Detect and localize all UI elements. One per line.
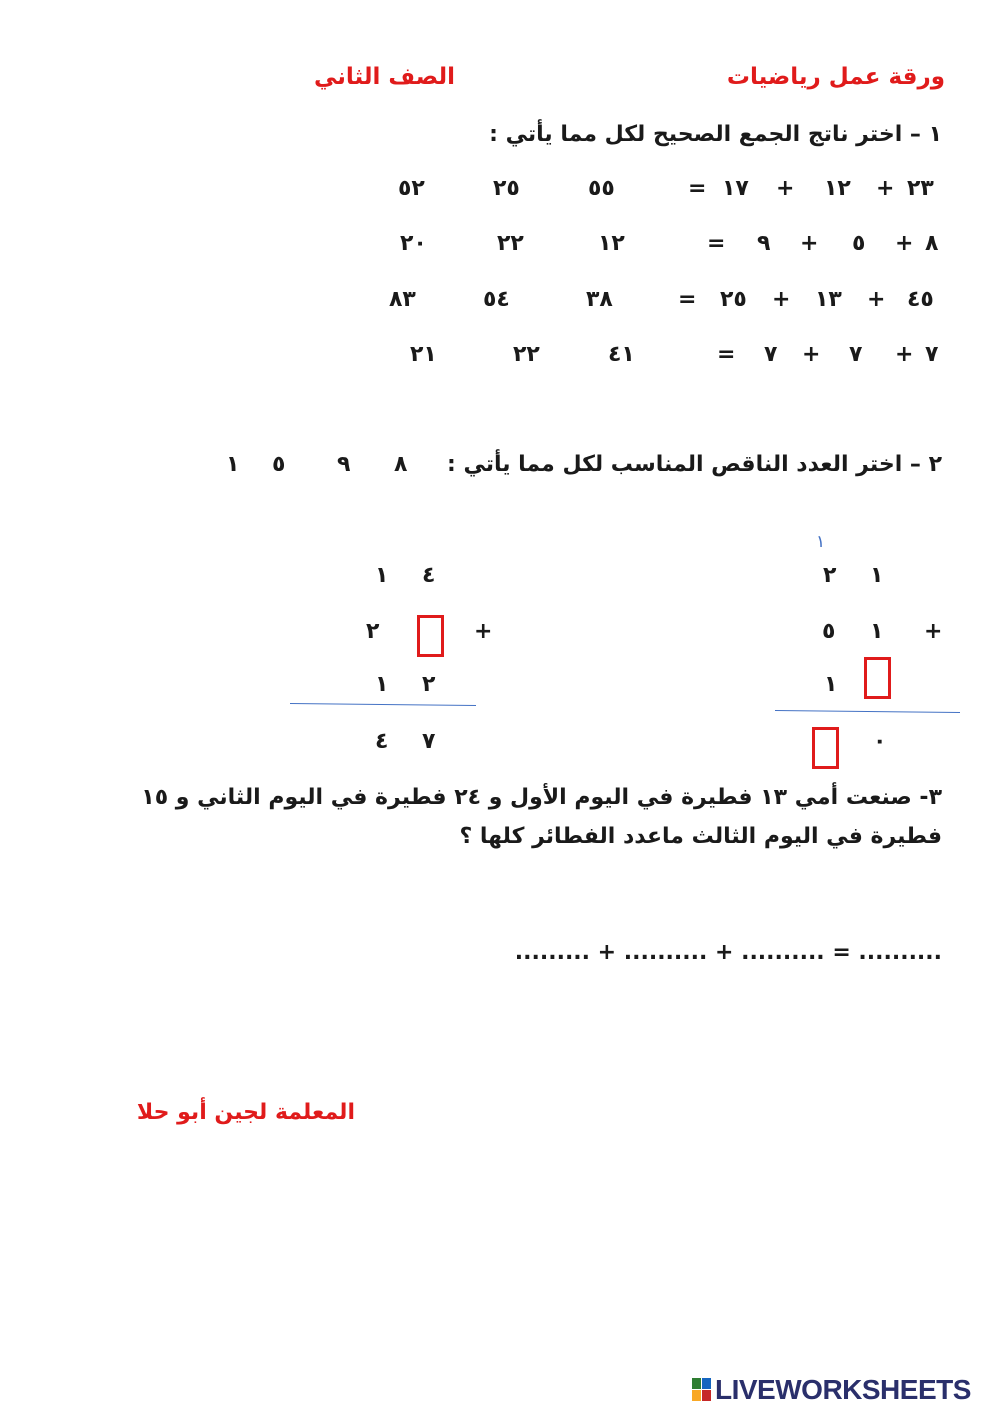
worksheet-title: ورقة عمل رياضيات	[726, 64, 945, 90]
digit: ١	[870, 563, 884, 588]
digit: ٢	[823, 563, 837, 588]
digit: ٢	[422, 672, 436, 697]
sum-line	[775, 710, 960, 713]
q1-row1-choice-1[interactable]: ٥٥	[588, 176, 615, 201]
digit: ٧	[422, 729, 436, 754]
grade-label: الصف الثاني	[313, 64, 455, 90]
q1-row1-choice-3[interactable]: ٥٢	[398, 176, 425, 201]
q1-row4-b: ٧	[849, 342, 863, 367]
q1-row2-b: ٥	[852, 231, 866, 256]
q1-row4-choice-3[interactable]: ٢١	[410, 342, 437, 367]
digit: ٤	[375, 729, 389, 754]
brand-text: LIVEWORKSHEETS	[715, 1374, 971, 1405]
plus-sign: +	[895, 231, 914, 256]
q1-row2-choice-1[interactable]: ١٢	[598, 231, 625, 256]
plus-sign: +	[772, 287, 791, 312]
plus-sign: +	[924, 619, 943, 644]
plus-sign: +	[776, 176, 795, 201]
q1-row4-c: ٧	[764, 342, 778, 367]
q1-row2-choice-2[interactable]: ٢٢	[497, 231, 524, 256]
plus-sign: +	[895, 342, 914, 367]
q1-row1-a: ٢٣	[907, 176, 934, 201]
q3-text-line-2: فطيرة في اليوم الثالث ماعدد الفطائر كلها ؟	[459, 824, 942, 849]
q2-option-3[interactable]: ٥	[272, 452, 286, 477]
q1-row3-choice-1[interactable]: ٣٨	[586, 287, 613, 312]
q1-row2-choice-3[interactable]: ٢٠	[400, 231, 427, 256]
q1-row1-choice-2[interactable]: ٢٥	[493, 176, 520, 201]
digit: ٢	[366, 619, 380, 644]
digit: ١	[375, 672, 389, 697]
q1-row2-c: ٩	[757, 231, 771, 256]
carry-digit: ١	[816, 532, 826, 552]
equals-sign: =	[678, 287, 697, 312]
q3-text-line-1: ٣- صنعت أمي ١٣ فطيرة في اليوم الأول و ٢٤ فطيرة في اليوم الثاني و ١٥	[141, 785, 942, 810]
plus-sign: +	[800, 231, 819, 256]
q1-row3-a: ٤٥	[907, 287, 934, 312]
digit: ١	[375, 563, 389, 588]
q1-row3-b: ١٣	[815, 287, 842, 312]
q1-row3-choice-2[interactable]: ٥٤	[483, 287, 510, 312]
digit: ٠	[873, 729, 887, 754]
q1-row3-choice-3[interactable]: ٨٣	[389, 287, 416, 312]
q2-option-4[interactable]: ١	[226, 452, 240, 477]
digit: ٤	[422, 563, 436, 588]
q2-prompt: ٢ – اختر العدد الناقص المناسب لكل مما يأتي :	[447, 452, 942, 477]
teacher-name: المعلمة لجين أبو حلا	[136, 1100, 355, 1125]
answer-box[interactable]	[864, 657, 891, 699]
q1-row4-choice-2[interactable]: ٢٢	[513, 342, 540, 367]
equals-sign: =	[688, 176, 707, 201]
digit: ١	[824, 672, 838, 697]
liveworksheets-icon	[692, 1378, 712, 1402]
answer-box[interactable]	[417, 615, 444, 657]
equals-sign: =	[707, 231, 726, 256]
plus-sign: +	[802, 342, 821, 367]
q1-row3-c: ٢٥	[720, 287, 747, 312]
answer-box[interactable]	[812, 727, 839, 769]
q2-option-2[interactable]: ٩	[337, 452, 351, 477]
q2-option-1[interactable]: ٨	[394, 452, 408, 477]
q1-prompt: ١ – اختر ناتج الجمع الصحيح لكل مما يأتي :	[489, 122, 942, 147]
q1-row4-choice-1[interactable]: ٤١	[608, 342, 635, 367]
q1-row4-a: ٧	[925, 342, 939, 367]
digit: ٥	[822, 619, 836, 644]
plus-sign: +	[876, 176, 895, 201]
digit: ١	[870, 619, 884, 644]
plus-sign: +	[474, 619, 493, 644]
liveworksheets-logo	[692, 1376, 971, 1404]
q1-row2-a: ٨	[925, 231, 939, 256]
plus-sign: +	[867, 287, 886, 312]
sum-line	[290, 703, 476, 706]
q3-answer-line[interactable]: ......... + .......... + .......... = ..........	[514, 940, 942, 965]
q1-row1-b: ١٢	[824, 176, 851, 201]
equals-sign: =	[717, 342, 736, 367]
q1-row1-c: ١٧	[722, 176, 749, 201]
